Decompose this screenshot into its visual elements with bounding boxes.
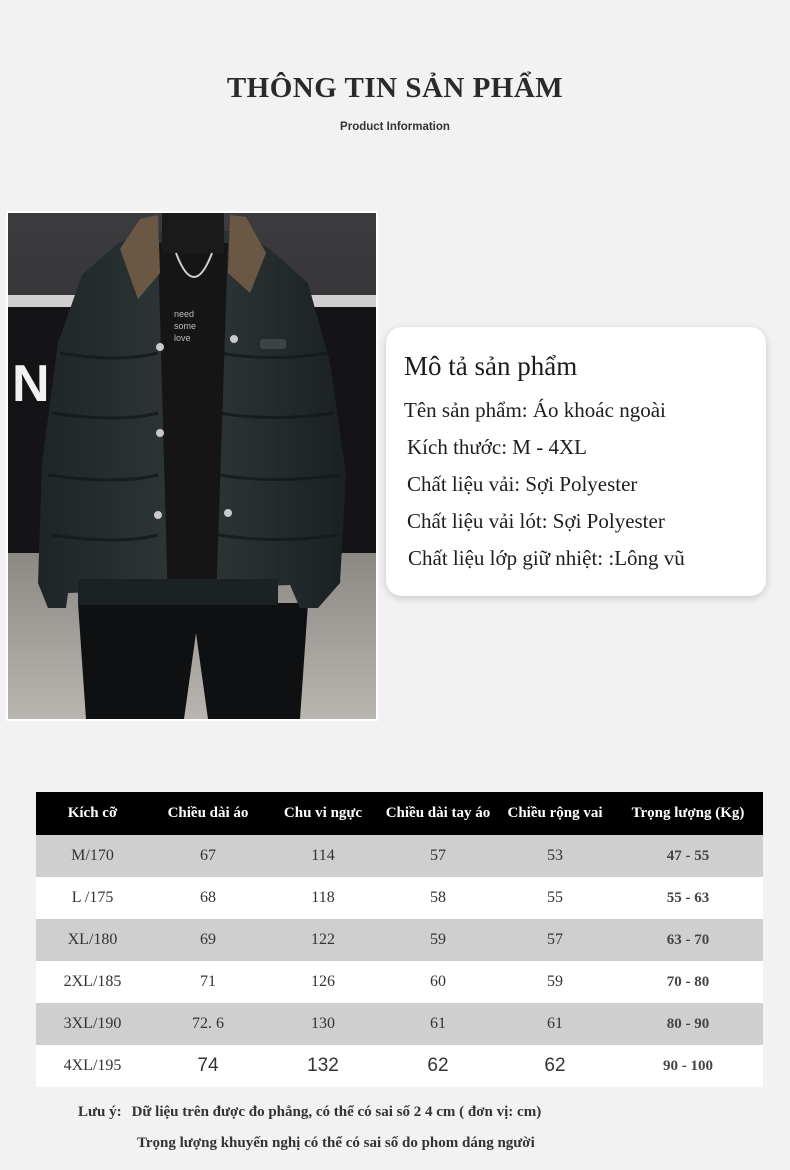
header-chest: Chu vi ngực bbox=[267, 792, 379, 835]
shirt-text-line-3: love bbox=[174, 333, 191, 343]
size-chart-header bbox=[36, 792, 763, 835]
table-row bbox=[36, 919, 763, 961]
header-sleeve: Chiều dài tay áo bbox=[379, 792, 497, 835]
shirt-text-line-2: some bbox=[174, 321, 197, 331]
description-line-name: Tên sản phẩm: Áo khoác ngoài bbox=[404, 398, 666, 422]
cell-chest: 114 bbox=[267, 835, 379, 877]
cell-sleeve: 62 bbox=[379, 1045, 497, 1087]
cell-length: 72. 6 bbox=[149, 1003, 267, 1045]
cell-size: 2XL/185 bbox=[36, 961, 149, 1003]
wall-sign-letter: N bbox=[12, 355, 50, 413]
header-size: Kích cỡ bbox=[36, 792, 149, 835]
table-row bbox=[36, 835, 763, 877]
description-line-lining: Chất liệu vải lót: Sợi Polyester bbox=[407, 509, 665, 533]
product-description-card bbox=[386, 327, 766, 596]
note-measurement: Dữ liệu trên được đo phẳng, có thể có sai số 2 4 cm ( đơn vị: cm) bbox=[131, 1104, 542, 1120]
cell-size: L /175 bbox=[36, 877, 149, 919]
cell-weight: 63 - 70 bbox=[613, 919, 763, 961]
cell-shoulder: 53 bbox=[497, 835, 613, 877]
cell-chest: 130 bbox=[267, 1003, 379, 1045]
table-row bbox=[36, 877, 763, 919]
cell-sleeve: 60 bbox=[379, 961, 497, 1003]
cell-shoulder: 61 bbox=[497, 1003, 613, 1045]
description-line-insulation: Chất liệu lớp giữ nhiệt: :Lông vũ bbox=[408, 546, 685, 570]
cell-sleeve: 61 bbox=[379, 1003, 497, 1045]
cell-chest: 118 bbox=[267, 877, 379, 919]
table-row bbox=[36, 1003, 763, 1045]
cell-weight: 55 - 63 bbox=[613, 877, 763, 919]
jacket-model-photo bbox=[6, 211, 378, 721]
cell-sleeve: 58 bbox=[379, 877, 497, 919]
cell-length: 67 bbox=[149, 835, 267, 877]
note-line-2: Trọng lượng khuyến nghị có thể có sai số do phom dáng người bbox=[137, 1135, 535, 1151]
cell-shoulder: 55 bbox=[497, 877, 613, 919]
header-length: Chiều dài áo bbox=[149, 792, 267, 835]
cell-length: 71 bbox=[149, 961, 267, 1003]
cell-size: 4XL/195 bbox=[36, 1045, 149, 1087]
table-row bbox=[36, 1045, 763, 1087]
description-line-fabric: Chất liệu vải: Sợi Polyester bbox=[407, 472, 638, 496]
cell-length: 69 bbox=[149, 919, 267, 961]
cell-size: XL/180 bbox=[36, 919, 149, 961]
cell-sleeve: 57 bbox=[379, 835, 497, 877]
cell-length: 68 bbox=[149, 877, 267, 919]
cell-shoulder: 59 bbox=[497, 961, 613, 1003]
size-chart-table bbox=[36, 792, 763, 1087]
note-line-1 bbox=[78, 1104, 541, 1121]
header-shoulder: Chiều rộng vai bbox=[497, 792, 613, 835]
cell-weight: 47 - 55 bbox=[613, 835, 763, 877]
cell-length: 74 bbox=[149, 1045, 267, 1087]
page-title: THÔNG TIN SẢN PHẨM bbox=[226, 72, 564, 104]
cell-shoulder: 62 bbox=[497, 1045, 613, 1087]
cell-weight: 90 - 100 bbox=[613, 1045, 763, 1087]
table-row bbox=[36, 961, 763, 1003]
cell-sleeve: 59 bbox=[379, 919, 497, 961]
cell-size: 3XL/190 bbox=[36, 1003, 149, 1045]
cell-size: M/170 bbox=[36, 835, 149, 877]
cell-chest: 126 bbox=[267, 961, 379, 1003]
description-title: Mô tả sản phẩm bbox=[404, 351, 578, 381]
shirt-text-line-1: need bbox=[174, 309, 195, 319]
cell-weight: 70 - 80 bbox=[613, 961, 763, 1003]
cell-chest: 122 bbox=[267, 919, 379, 961]
header-weight: Trọng lượng (Kg) bbox=[613, 792, 763, 835]
page-subtitle: Product Information bbox=[340, 121, 450, 133]
cell-weight: 80 - 90 bbox=[613, 1003, 763, 1045]
cell-chest: 132 bbox=[267, 1045, 379, 1087]
description-line-size: Kích thước: M - 4XL bbox=[407, 435, 587, 459]
note-label: Lưu ý: bbox=[78, 1104, 122, 1120]
cell-shoulder: 57 bbox=[497, 919, 613, 961]
